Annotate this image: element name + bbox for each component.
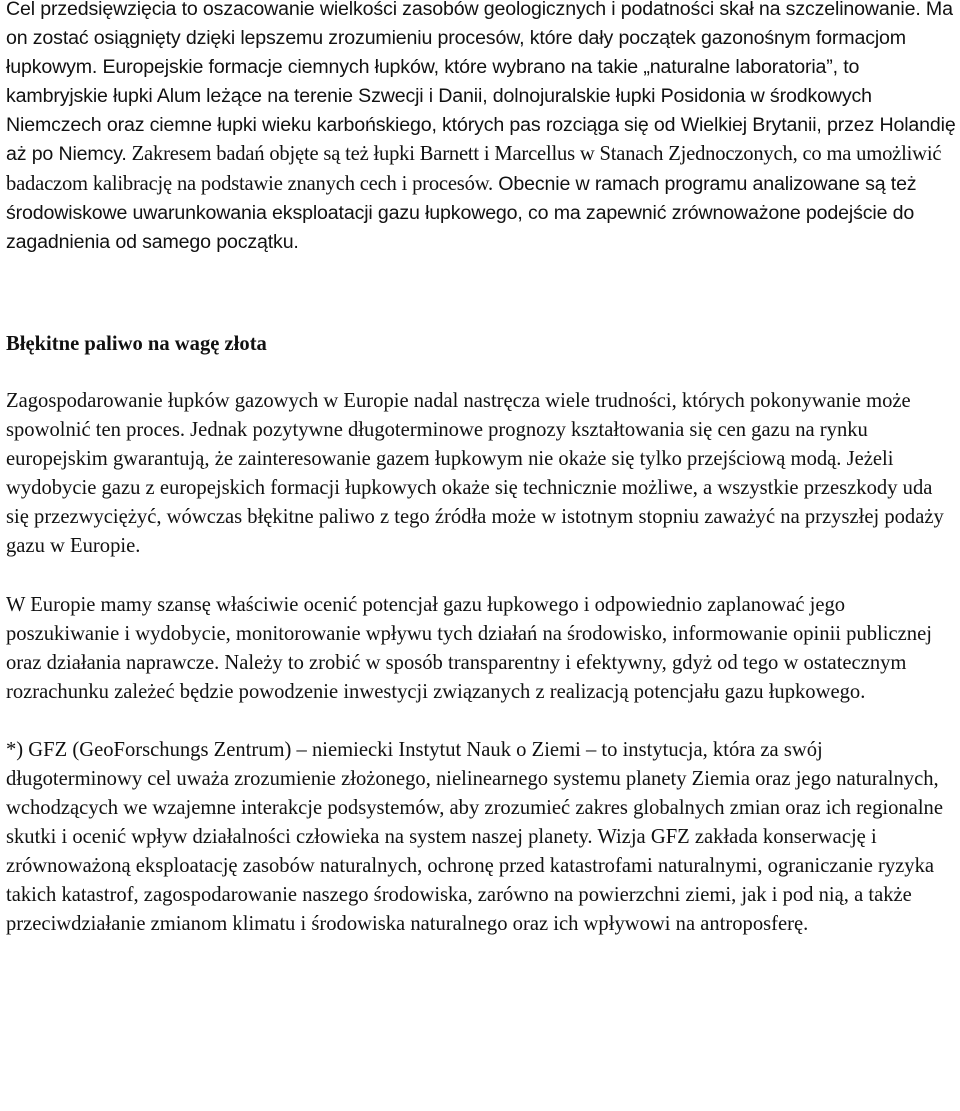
- footnote-gfz: [6, 736, 958, 940]
- section-heading: Błękitne paliwo na wagę złota: [6, 332, 267, 355]
- paragraph-blue-fuel: [6, 387, 958, 562]
- sentence: Należy to zrobić w sposób transparentny i efektywny, gdyż od tego w ostatecznym rozrachunku zależeć będzie powodzenie inwestycji związanych z realizacją potencjału gazu łupkowego.: [6, 651, 907, 703]
- sentence: Wizja GFZ zakłada konserwację i zrównoważoną eksploatację zasobów naturalnych, ochronę przed katastrofami naturalnymi, ograniczanie ryzyka takich katastrof, zagospodarowanie naszego środowiska, zarówno na powierzchni ziemi, jak i pod nią, a także przeciwdziałanie zmianom klimatu i środowiska naturalnego oraz ich wpływowi na antroposferę.: [6, 826, 935, 936]
- sentence: Zagospodarowanie łupków gazowych w Europie nadal nastręcza wiele trudności, których pokonywanie może spowolnić ten proces.: [6, 389, 911, 442]
- sentence: Jednak pozytywne długoterminowe prognozy kształtowania się cen gazu na rynku europejskim gwarantują, że zainteresowanie gazem łupkowym nie okaże się tylko przejściową modą.: [6, 419, 868, 471]
- sentence: W Europie mamy szansę właściwie ocenić potencjał gazu łupkowego i odpowiednio zaplanować jego poszukiwanie i wydobycie, monitorowanie wpływu tych działań na środowisko, informowanie opinii publicznej oraz działania naprawcze.: [6, 593, 932, 674]
- sentence: Cel przedsięwzięcia to oszacowanie wielkości zasobów geologicznych i podatności skał na szczelinowanie. Ma on zostać osiągnięty dzięki lepszemu zrozumieniu procesów, które dały początek gazonośnym formacjom łupkowym.: [6, 0, 953, 79]
- paragraph-project-goal: [6, 0, 958, 257]
- sentence: Europejskie formacje ciemnych łupków, które wybrano na takie „naturalne laboratoria”, to kambryjskie łupki Alum leżące na terenie Szwecji i Danii, dolnojuralskie łupki Posidonia w środkowych Niemczech oraz ciemne łupki wieku karbońskiego, których pas rozciąga się od Wielkiej Brytanii, przez Holandię aż po Niemcy.: [6, 56, 956, 166]
- paragraph-europe-opportunity: [6, 591, 958, 707]
- sentence: *) GFZ (GeoForschungs Zentrum) – niemiecki Instytut Nauk o Ziemi – to instytucja, która za swój długoterminowy cel uważa zrozumienie złożonego, nielinearnego systemu planety Ziemia oraz jego naturalnych, wchodzących we wzajemne interakcje podsystemów, aby zrozumieć zakres globalnych zmian oraz ich regionalne skutki i ocenić wpływ działalności człowieka na system naszej planety.: [6, 738, 943, 849]
- sentence: Obecnie w ramach programu analizowane są też środowiskowe uwarunkowania eksploatacji gazu łupkowego, co ma zapewnić zrównoważone podejście do zagadnienia od samego początku.: [6, 172, 917, 253]
- sentence: Zakresem badań objęte są też łupki Barnett i Marcellus w Stanach Zjednoczonych, co ma umożliwić badaczom kalibrację na podstawie znanych cech i procesów.: [6, 143, 942, 195]
- sentence: Jeżeli wydobycie gazu z europejskich formacji łupkowych okaże się technicznie możliwe, a wszystkie przeszkody uda się przezwyciężyć, wówczas błękitne paliwo z tego źródła może w istotnym stopniu zaważyć na przyszłej podaży gazu w Europie.: [6, 448, 944, 558]
